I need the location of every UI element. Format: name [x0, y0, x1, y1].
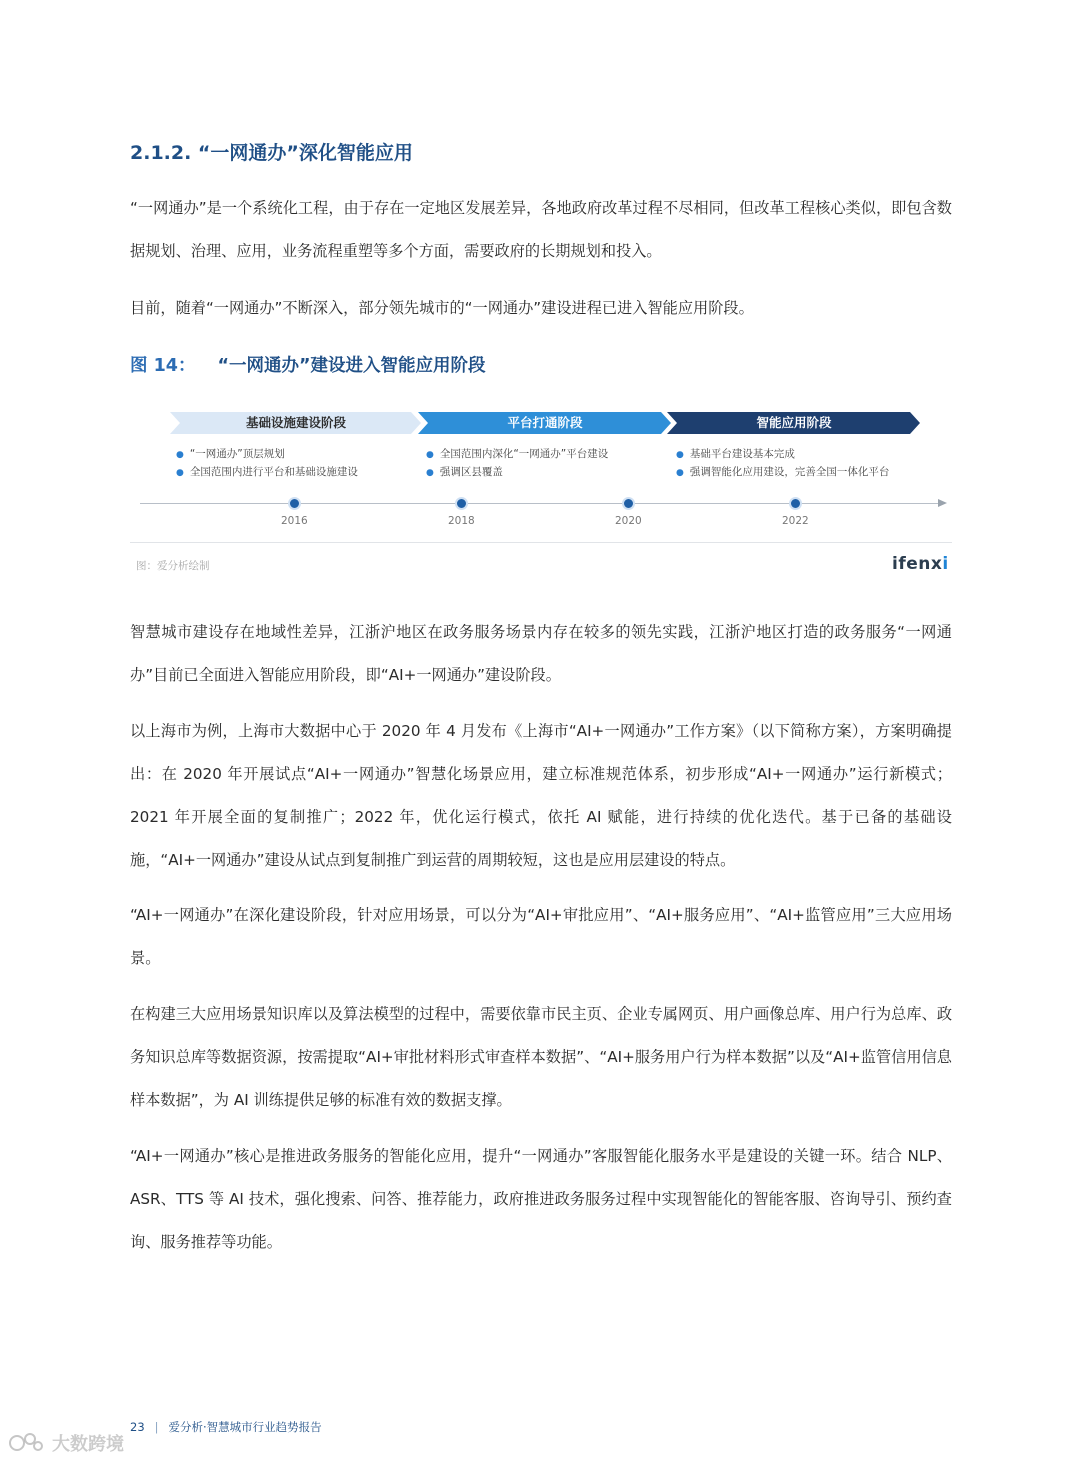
- report-title: 爱分析·智慧城市行业趋势报告: [168, 1420, 322, 1434]
- bullet-dot-icon: ●: [676, 450, 684, 460]
- timeline-marker-2018: [455, 497, 468, 510]
- figure-title: “一网通办”建设进入智能应用阶段: [217, 356, 486, 376]
- timeline-figure: [130, 396, 952, 586]
- watermark-text: 大数跨境: [52, 1434, 124, 1455]
- timeline-marker-2022: [789, 497, 802, 510]
- timeline-marker-2020: [622, 497, 635, 510]
- year-label: 2016: [281, 515, 308, 527]
- year-label: 2020: [615, 515, 642, 527]
- bullet-dot-icon: ●: [176, 450, 184, 460]
- arrow-right-icon: [938, 499, 947, 507]
- year-label: 2022: [782, 515, 809, 527]
- paragraph-2: 目前，随着“一网通办”不断深入，部分领先城市的“一网通办”建设进程已进入智能应用阶段。: [130, 299, 754, 317]
- phase-label-1: 基础设施建设阶段: [245, 415, 346, 430]
- section-title: 2.1.2. “一网通办”深化智能应用: [130, 142, 413, 164]
- paragraph-3: 智慧城市建设存在地域性差异，江浙沪地区在政务服务场景内存在较多的领先实践，江浙沪地区打造的政务服务“一网通办”目前已全面进入智能应用阶段，即“AI+一网通办”建设阶段。: [130, 623, 952, 684]
- phase-3-bullet: ● 强调智能化应用建设，完善全国一体化平台: [676, 466, 890, 478]
- page-number: 23: [130, 1420, 145, 1434]
- phase-2-bullet: ● 强调区县覆盖: [426, 466, 503, 478]
- year-label: 2018: [448, 515, 475, 527]
- phase-1-bullet: ● 全国范围内进行平台和基础设施建设: [176, 466, 358, 478]
- phase-1-bullet: ● “一网通办”顶层规划: [176, 448, 285, 460]
- figure-caption: [130, 352, 485, 377]
- bullet-dot-icon: ●: [176, 468, 184, 478]
- phase-3-bullet: ● 基础平台建设基本完成: [676, 448, 795, 460]
- figure-source: 图：爱分析绘制: [136, 560, 210, 572]
- timeline-marker-2016: [288, 497, 301, 510]
- bullet-dot-icon: ●: [426, 468, 434, 478]
- phase-2-bullet: ● 全国范围内深化“一网通办”平台建设: [426, 448, 609, 460]
- watermark-logo-icon: [8, 1430, 44, 1456]
- paragraph-5: “AI+一网通办”在深化建设阶段，针对应用场景，可以分为“AI+审批应用”、“AI+服务应用”、“AI+监管应用”三大应用场景。: [130, 906, 952, 967]
- paragraph-1: “一网通办”是一个系统化工程，由于存在一定地区发展差异，各地政府改革过程不尽相同，但改革工程核心类似，即包含数据规划、治理、应用，业务流程重塑等多个方面，需要政府的长期规划和投入。: [130, 199, 952, 260]
- paragraph-4: 以上海市为例，上海市大数据中心于 2020 年 4 月发布《上海市“AI+一网通办”工作方案》（以下简称方案），方案明确提出：在 2020 年开展试点“AI+一网通办”智慧化场景应用，建立标准规范体系，初步形成“AI+一网通办”运行新模式；2021 年开展全面的复制推广；2022 年，优化运行模式，依托 AI 赋能，进行持续的优化迭代。基于已备的基础设施，“AI+一网通办”建设从试点到复制推广到运营的周期较短，这也是应用层建设的特点。: [130, 722, 952, 869]
- page-footer: [130, 1419, 322, 1435]
- figure-divider: [130, 542, 952, 543]
- figure-number: 图 14：: [130, 356, 196, 376]
- watermark: [8, 1430, 124, 1456]
- bullet-dot-icon: ●: [676, 468, 684, 478]
- timeline-axis: [140, 503, 940, 504]
- ifenxi-logo: ifenxi: [892, 554, 949, 574]
- phase-label-2: 平台打通阶段: [507, 415, 583, 430]
- paragraph-7: “AI+一网通办”核心是推进政务服务的智能化应用，提升“一网通办”客服智能化服务水平是建设的关键一环。结合 NLP、ASR、TTS 等 AI 技术，强化搜索、问答、推荐能力，政府推进政务服务过程中实现智能化的智能客服、咨询导引、预约查询、服务推荐等功能。: [130, 1147, 952, 1251]
- paragraph-6: 在构建三大应用场景知识库以及算法模型的过程中，需要依靠市民主页、企业专属网页、用户画像总库、用户行为总库、政务知识总库等数据资源，按需提取“AI+审批材料形式审查样本数据”、“AI+服务用户行为样本数据”以及“AI+监管信用信息样本数据”，为 AI 训练提供足够的标准有效的数据支撑。: [130, 1005, 952, 1109]
- footer-separator: |: [154, 1420, 159, 1434]
- phase-label-3: 智能应用阶段: [756, 415, 832, 430]
- bullet-dot-icon: ●: [426, 450, 434, 460]
